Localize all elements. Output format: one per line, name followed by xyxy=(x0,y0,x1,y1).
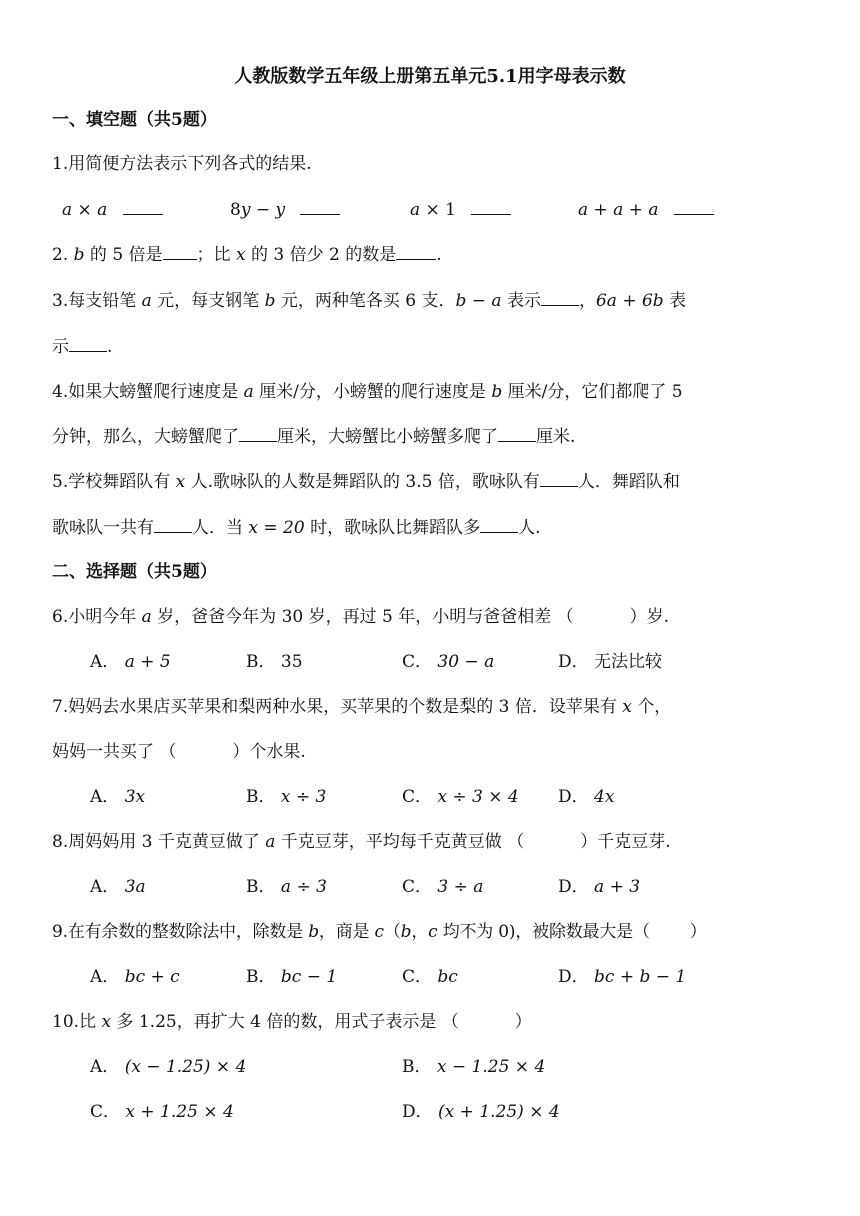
q5-text: 人. xyxy=(518,518,541,538)
option-letter: C． xyxy=(90,1102,121,1122)
option-text: 无法比较 xyxy=(594,652,663,672)
option-text: 𝑥 ÷ 3 xyxy=(280,787,327,807)
q7-option-b[interactable] xyxy=(246,785,326,809)
q5-text: 人．舞蹈队和 xyxy=(577,472,680,492)
option-text: 35 xyxy=(280,652,303,672)
q6-option-a[interactable] xyxy=(90,650,171,674)
q3-expression: 𝑏 − 𝑎 xyxy=(455,291,502,311)
q9-text: ， xyxy=(411,922,429,942)
option-text: 3 ÷ 𝑎 xyxy=(437,877,484,897)
q10-option-d[interactable] xyxy=(402,1100,560,1124)
question-3-line-2 xyxy=(52,335,112,359)
q4-text: 厘米. xyxy=(536,427,576,447)
q3-text: 元，每支钢笔 xyxy=(151,291,265,311)
q5-text: 歌咏队一共有 xyxy=(52,518,154,538)
q9-text: 均不为 0)，被除数最大是（ xyxy=(437,922,650,942)
option-letter: A． xyxy=(90,967,120,987)
question-9-stem xyxy=(52,920,707,944)
q8-option-b[interactable] xyxy=(246,875,327,899)
q1-item-b xyxy=(230,198,340,222)
q7-text: 妈妈一共买了 （ xyxy=(52,742,177,762)
q10-text: 10.比 xyxy=(52,1012,102,1032)
q10-text: ） xyxy=(514,1012,532,1032)
question-2 xyxy=(52,243,442,267)
q7-option-c[interactable] xyxy=(402,785,519,809)
option-text: 𝑏𝑐 + 𝑏 − 1 xyxy=(594,967,687,987)
q1-item-d xyxy=(578,198,714,222)
q7-text: 个， xyxy=(631,697,672,717)
q8-text: 8.周妈妈用 3 千克黄豆做了 xyxy=(52,832,266,852)
answer-blank[interactable] xyxy=(480,516,518,533)
q7-option-d[interactable] xyxy=(558,785,614,809)
q10-option-b[interactable] xyxy=(402,1055,545,1079)
answer-blank[interactable] xyxy=(123,198,163,215)
q2-text: 的 3 倍少 2 的数是 xyxy=(245,245,397,265)
option-letter: B． xyxy=(246,877,276,897)
option-text: (𝑥 + 1.25) × 4 xyxy=(438,1102,560,1122)
q2-text: 2. xyxy=(52,245,74,265)
question-10-stem xyxy=(52,1010,532,1034)
q2-text: ；比 xyxy=(196,245,236,265)
option-letter: A． xyxy=(90,877,120,897)
q1-expression: 𝑎 × 1 xyxy=(410,200,457,220)
q8-option-d[interactable] xyxy=(558,875,640,899)
question-5-line-1 xyxy=(52,470,680,494)
option-text: 𝑎 + 5 xyxy=(124,652,171,672)
option-text: 30 − 𝑎 xyxy=(437,652,495,672)
answer-blank[interactable] xyxy=(674,198,714,215)
option-letter: A． xyxy=(90,1057,120,1077)
section-heading-fill-in: 一、填空题（共5题） xyxy=(52,110,217,130)
q6-option-c[interactable] xyxy=(402,650,494,674)
q5-var: 𝑥 xyxy=(175,472,186,492)
q9-text: ，商是 xyxy=(318,922,375,942)
q4-text: 厘米，大螃蟹比小螃蟹多爬了 xyxy=(277,427,498,447)
q6-text: ）岁. xyxy=(629,607,670,627)
q3-text: ， xyxy=(578,291,596,311)
q7-option-a[interactable] xyxy=(90,785,145,809)
answer-blank[interactable] xyxy=(540,470,578,487)
option-text: (𝑥 − 1.25) × 4 xyxy=(124,1057,247,1077)
q9-var: 𝑐 xyxy=(428,922,438,942)
q2-text: . xyxy=(436,245,442,265)
question-7-line-2 xyxy=(52,740,306,764)
q5-text: 人．当 xyxy=(192,518,249,538)
q8-var: 𝑎 xyxy=(265,832,276,852)
answer-blank[interactable] xyxy=(300,198,340,215)
question-4-line-1 xyxy=(52,380,683,404)
question-6-stem xyxy=(52,605,669,629)
q5-text: 人.歌咏队的人数是舞蹈队的 3.5 倍，歌咏队有 xyxy=(185,472,540,492)
question-3-line-1 xyxy=(52,289,686,313)
q6-option-b[interactable] xyxy=(246,650,303,674)
option-letter: B． xyxy=(246,967,276,987)
answer-blank[interactable] xyxy=(239,425,277,442)
answer-blank[interactable] xyxy=(163,243,197,260)
option-text: 𝑏𝑐 xyxy=(437,967,458,987)
q10-option-c[interactable] xyxy=(90,1100,234,1124)
option-letter: C． xyxy=(402,967,433,987)
q1-expression: 8𝑦 − 𝑦 xyxy=(230,200,286,220)
option-text: 𝑏𝑐 − 1 xyxy=(280,967,338,987)
option-letter: D． xyxy=(402,1102,433,1122)
option-text: 𝑎 ÷ 3 xyxy=(280,877,327,897)
answer-blank[interactable] xyxy=(471,198,511,215)
q10-var: 𝑥 xyxy=(101,1012,112,1032)
answer-blank[interactable] xyxy=(154,516,192,533)
q2-var: 𝑥 xyxy=(235,245,246,265)
q8-text: 千克豆芽，平均每千克黄豆做 （ xyxy=(275,832,525,852)
option-letter: C． xyxy=(402,652,433,672)
q9-var: 𝑏 xyxy=(308,922,319,942)
q10-option-a[interactable] xyxy=(90,1055,246,1079)
q9-var: 𝑐 xyxy=(374,922,384,942)
q1-expression: 𝑎 + 𝑎 + 𝑎 xyxy=(578,200,659,220)
question-4-line-2 xyxy=(52,425,575,449)
q3-text: 示 xyxy=(52,337,69,357)
q3-text: 表示 xyxy=(501,291,541,311)
q3-text: 表 xyxy=(663,291,687,311)
option-text: 3𝑥 xyxy=(124,787,146,807)
question-8-stem xyxy=(52,830,671,854)
option-text: 3𝑎 xyxy=(124,877,146,897)
q1-expression: 𝑎 × 𝑎 xyxy=(62,200,108,220)
option-text: 𝑥 − 1.25 × 4 xyxy=(436,1057,546,1077)
question-5-line-2 xyxy=(52,516,541,540)
option-letter: B． xyxy=(246,787,276,807)
q9-option-c[interactable] xyxy=(402,965,458,989)
option-letter: C． xyxy=(402,877,433,897)
q8-option-a[interactable] xyxy=(90,875,146,899)
q3-text: 元，两种笔各买 6 支． xyxy=(275,291,456,311)
q7-text: 7.妈妈去水果店买苹果和梨两种水果，买苹果的个数是梨的 3 倍．设苹果有 xyxy=(52,697,623,717)
q9-option-a[interactable] xyxy=(90,965,180,989)
question-7-line-1 xyxy=(52,695,671,719)
option-letter: D． xyxy=(558,967,589,987)
q2-var: 𝑏 xyxy=(73,245,85,265)
q10-text: 多 1.25，再扩大 4 倍的数，用式子表示是 （ xyxy=(111,1012,459,1032)
q4-text: 厘米/分，它们都爬了 5 xyxy=(502,382,683,402)
option-letter: A． xyxy=(90,787,120,807)
answer-blank[interactable] xyxy=(541,289,579,306)
q3-var: 𝑎 xyxy=(141,291,152,311)
q5-expression: 𝑥 = 20 xyxy=(248,518,305,538)
q9-text: ） xyxy=(689,922,707,942)
q1-item-c xyxy=(410,198,511,222)
option-letter: B． xyxy=(246,652,276,672)
q6-option-d[interactable] xyxy=(558,650,662,674)
q3-expression: 6𝑎 + 6𝑏 xyxy=(595,291,664,311)
q1-item-a xyxy=(62,198,163,222)
q9-option-b[interactable] xyxy=(246,965,337,989)
option-text: 𝑏𝑐 + 𝑐 xyxy=(124,967,180,987)
q4-text: 厘米/分，小螃蟹的爬行速度是 xyxy=(253,382,492,402)
q2-text: 的 5 倍是 xyxy=(84,245,163,265)
q7-text: ）个水果. xyxy=(232,742,306,762)
q9-option-d[interactable] xyxy=(558,965,686,989)
answer-blank[interactable] xyxy=(69,335,107,352)
q4-var: 𝑎 xyxy=(243,382,254,402)
option-letter: D． xyxy=(558,787,589,807)
section-heading-multiple-choice: 二、选择题（共5题） xyxy=(52,562,217,582)
q3-text: . xyxy=(107,337,113,357)
option-text: 𝑎 + 3 xyxy=(594,877,641,897)
q9-text: 9.在有余数的整数除法中，除数是 xyxy=(52,922,309,942)
answer-blank[interactable] xyxy=(396,243,436,260)
q9-var: 𝑏 xyxy=(400,922,412,942)
q3-var: 𝑏 xyxy=(264,291,276,311)
option-text: 𝑥 + 1.25 × 4 xyxy=(125,1102,234,1122)
question-1-stem: 1.用简便方法表示下列各式的结果. xyxy=(52,154,312,174)
option-letter: D． xyxy=(558,877,589,897)
option-letter: D． xyxy=(558,652,589,672)
q8-text: ）千克豆芽. xyxy=(580,832,671,852)
q5-text: 时，歌咏队比舞蹈队多 xyxy=(304,518,481,538)
q7-var: 𝑥 xyxy=(622,697,632,717)
option-text: 𝑥 ÷ 3 × 4 xyxy=(437,787,519,807)
option-letter: B． xyxy=(402,1057,432,1077)
page-title: 人教版数学五年级上册第五单元5.1用字母表示数 xyxy=(234,66,626,87)
option-letter: C． xyxy=(402,787,433,807)
q4-text: 4.如果大螃蟹爬行速度是 xyxy=(52,382,244,402)
q6-text: 6.小明今年 xyxy=(52,607,142,627)
q4-text: 分钟，那么，大螃蟹爬了 xyxy=(52,427,239,447)
q5-text: 5.学校舞蹈队有 xyxy=(52,472,176,492)
q3-text: 3.每支铅笔 xyxy=(52,291,142,311)
q8-option-c[interactable] xyxy=(402,875,483,899)
option-text: 4𝑥 xyxy=(594,787,615,807)
q4-var: 𝑏 xyxy=(491,382,503,402)
q9-text: （ xyxy=(383,922,401,942)
q6-var: 𝑎 xyxy=(141,607,152,627)
q6-text: 岁，爸爸今年为 30 岁，再过 5 年，小明与爸爸相差 （ xyxy=(151,607,574,627)
option-letter: A． xyxy=(90,652,120,672)
answer-blank[interactable] xyxy=(498,425,536,442)
